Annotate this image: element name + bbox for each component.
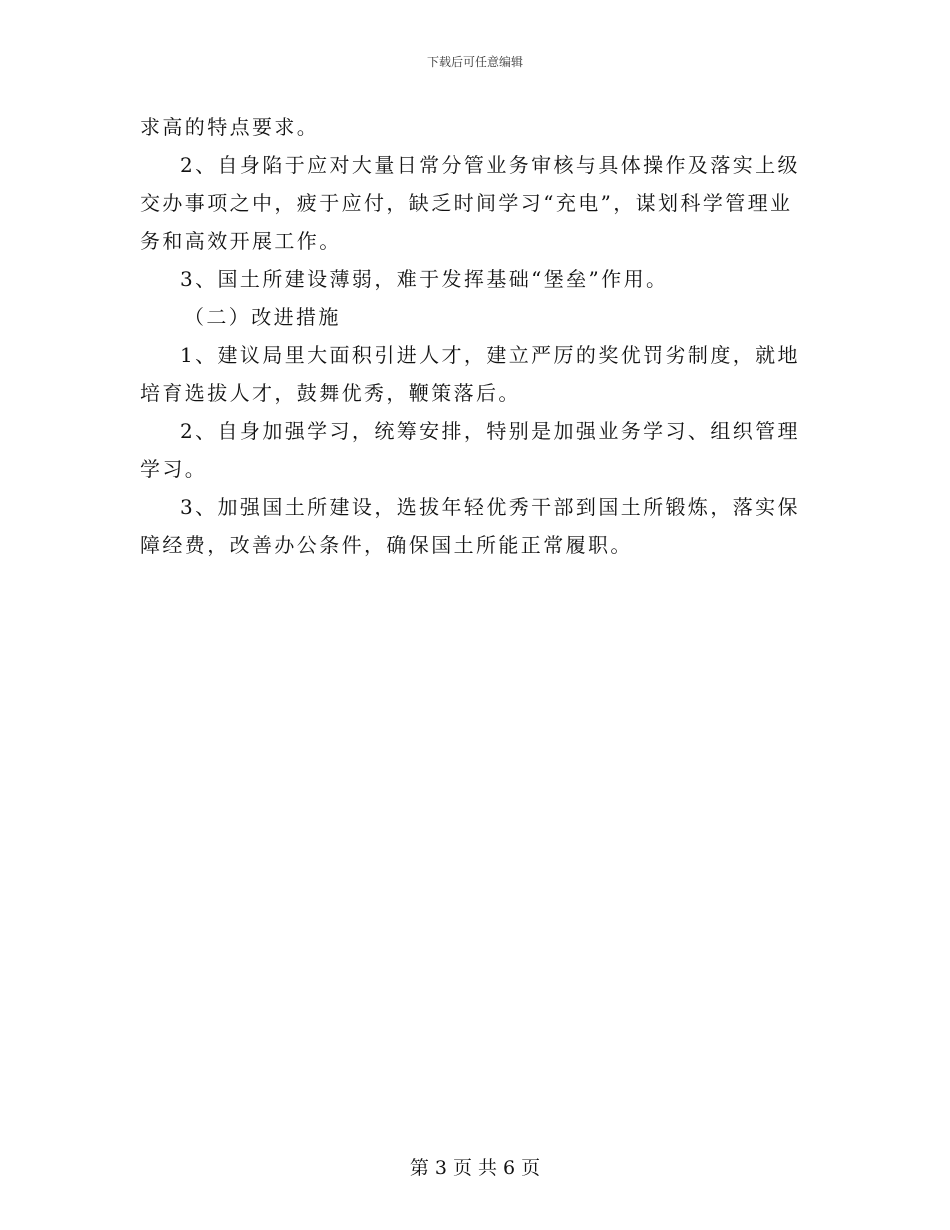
- paragraph-continuation: 求高的特点要求。: [140, 115, 320, 139]
- paragraph-item-2: 2、自身陷于应对大量日常分管业务审核与具体操作及落实上级交办事项之中，疲于应付，缺乏时间学习“充电”，谋划科学管理业务和高效开展工作。: [140, 153, 800, 253]
- measure-item-3: 3、加强国土所建设，选拔年轻优秀干部到国土所锻炼，落实保障经费，改善办公条件，确保国土所能正常履职。: [140, 495, 800, 557]
- measure-item-2: 2、自身加强学习，统筹安排，特别是加强业务学习、组织管理学习。: [140, 419, 800, 481]
- paragraph-item-3: 3、国土所建设薄弱，难于发挥基础“堡垒”作用。: [180, 267, 669, 291]
- page-number-footer: 第 3 页 共 6 页: [409, 1157, 541, 1179]
- document-body: [140, 108, 808, 564]
- page-header-note: 下载后可任意编辑: [426, 55, 523, 69]
- measure-item-1: 1、建议局里大面积引进人才，建立严厉的奖优罚劣制度，就地培育选拔人才，鼓舞优秀，鞭策落后。: [140, 343, 800, 405]
- section-heading-improvement-measures: （二）改进措施: [184, 305, 341, 329]
